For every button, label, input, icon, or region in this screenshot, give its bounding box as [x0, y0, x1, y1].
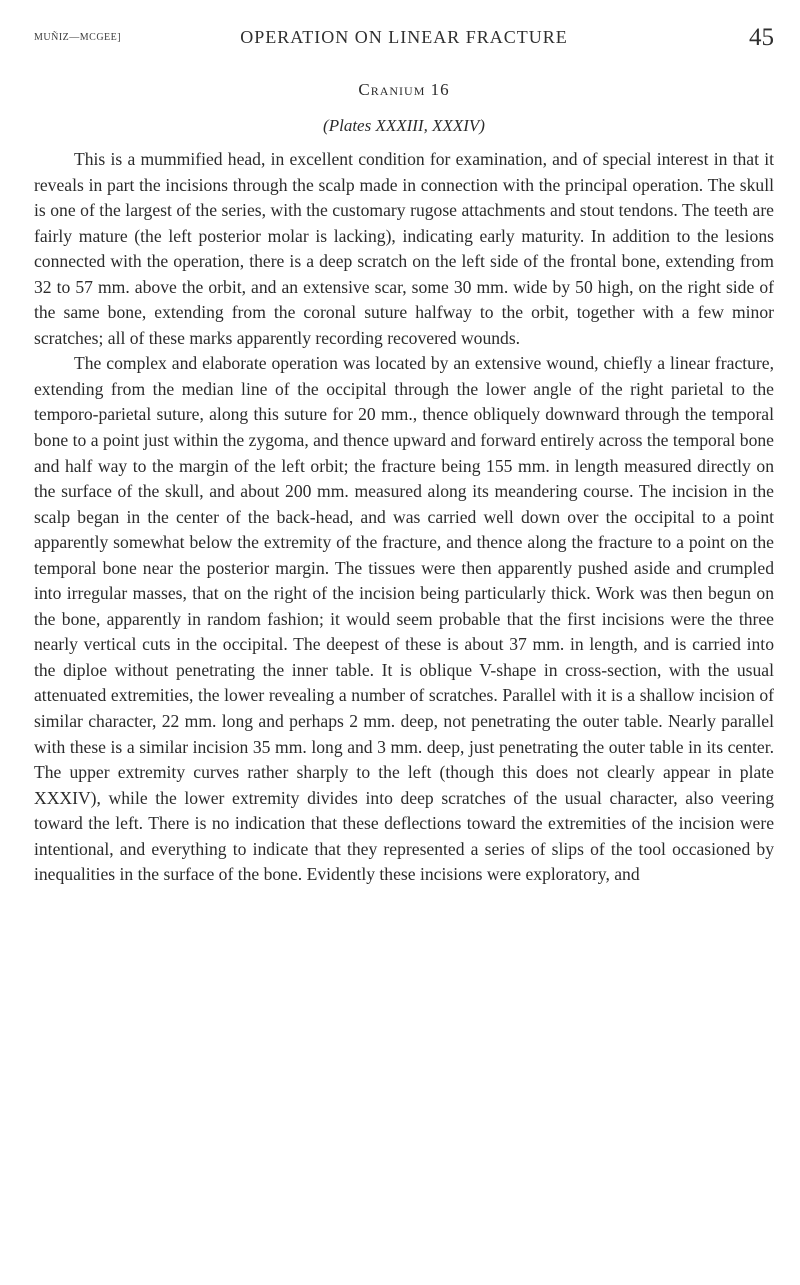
body-text: [34, 147, 774, 888]
running-head-title: OPERATION ON LINEAR FRACTURE: [240, 27, 568, 47]
page-number: 45: [749, 24, 774, 51]
paragraph-2: The complex and elaborate operation was located by an extensive wound, chiefly a linear fracture, extending from the median line of the occipital through the lower angle of the right parietal to the temporo-parietal suture, along this suture for 20 mm., thence obliquely downward through the temporal bone to a point just within the zygoma, and thence upward and forward entirely across the temporal bone and half way to the margin of the left orbit; the fracture being 155 mm. in length measured directly on the surface of the skull, and about 200 mm. measured along its meandering course. The incision in the scalp began in the center of the back-head, and was carried well down over the occipital to a point apparently somewhat below the extremity of the fracture, and thence along the fracture to a point on the temporal bone near the posterior margin. The tissues were then apparently pushed aside and crumpled into irregular masses, that on the right of the incision being particularly thick. Work was then begun on the bone, apparently in random fashion; it would seem probable that the first incisions were the three nearly vertical cuts in the occipital. The deepest of these is about 37 mm. in length, and is carried into the diploe without penetrating the inner table. It is oblique V-shape in cross-section, with the usual attenuated extremities, the lower revealing a number of scratches. Parallel with it is a shallow incision of similar character, 22 mm. long and perhaps 2 mm. deep, not penetrating the outer table. Nearly parallel with these is a similar incision 35 mm. long and 3 mm. deep, just penetrating the outer table in its center. The upper extremity curves rather sharply to the left (though this does not clearly appear in plate XXXIV), while the lower extremity divides into deep scratches of the usual character, also veering toward the left. There is no indication that these deflections toward the extremities of the incision were intentional, and everything to indicate that they represented a series of slips of the tool occasioned by inequalities in the surface of the bone. Evidently these incisions were exploratory, and: [34, 353, 774, 885]
section-title: Cranium 16: [358, 80, 450, 99]
paragraph-1: This is a mummified head, in excellent condition for examination, and of special interest in that it reveals in part the incisions through the scalp made in connection with the principal operation. The skull is one of the largest of the series, with the customary rugose attachments and stout tendons. The teeth are fairly mature (the left posterior molar is lacking), indicating early maturity. In addition to the lesions connected with the operation, there is a deep scratch on the left side of the frontal bone, extending from 32 to 57 mm. above the orbit, and an extensive scar, some 30 mm. wide by 50 high, on the right side of the same bone, extending from the coronal suture halfway to the orbit, together with a few minor scratches; all of these marks apparently recording recovered wounds.: [34, 149, 774, 348]
plates-reference: (Plates XXXIII, XXXIV): [323, 116, 485, 135]
running-head-authors: MUÑIZ—MCGEE]: [34, 32, 122, 43]
running-head: [34, 24, 774, 54]
